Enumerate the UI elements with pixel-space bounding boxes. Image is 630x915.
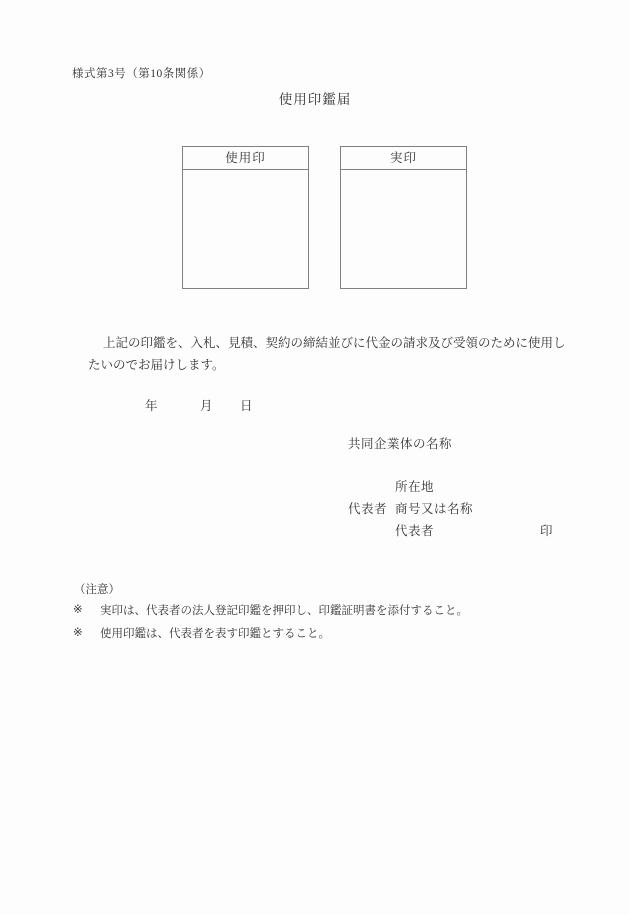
note-2-marker: ※ bbox=[73, 627, 83, 639]
company-name-label: 商号又は名称 bbox=[395, 502, 474, 516]
jv-name-label: 共同企業体の名称 bbox=[348, 437, 453, 451]
seal-box-usage bbox=[182, 146, 309, 289]
representative-label: 代表者 bbox=[348, 502, 388, 516]
form-number: 様式第3号（第10条関係） bbox=[72, 68, 211, 80]
seal-box-usage-area bbox=[183, 170, 308, 289]
seal-box-registered-label: 実印 bbox=[341, 147, 466, 170]
notes-heading: （注意） bbox=[74, 584, 120, 596]
note-2-text: 使用印鑑は、代表者を表す印鑑とすること。 bbox=[100, 628, 330, 640]
body-text-line-1: 上記の印鑑を、入札、見積、契約の締結並びに代金の請求及び受領のために使用し bbox=[103, 336, 566, 350]
seal-mark-label: 印 bbox=[540, 524, 554, 538]
date-month-label: 月 bbox=[200, 399, 213, 413]
seal-box-registered bbox=[340, 146, 467, 289]
note-1-text: 実印は、代表者の法人登記印鑑を押印し、印鑑証明書を添付すること。 bbox=[100, 605, 468, 617]
representative-name-label: 代表者 bbox=[395, 524, 435, 538]
page-title: 使用印鑑届 bbox=[278, 92, 352, 107]
address-label: 所在地 bbox=[395, 480, 435, 494]
date-year-label: 年 bbox=[145, 399, 158, 413]
seal-box-usage-label: 使用印 bbox=[183, 147, 308, 170]
date-day-label: 日 bbox=[240, 399, 253, 413]
seal-box-registered-area bbox=[341, 170, 466, 289]
body-text-line-2: たいのでお届けします。 bbox=[88, 358, 225, 372]
note-1-marker: ※ bbox=[73, 604, 83, 616]
